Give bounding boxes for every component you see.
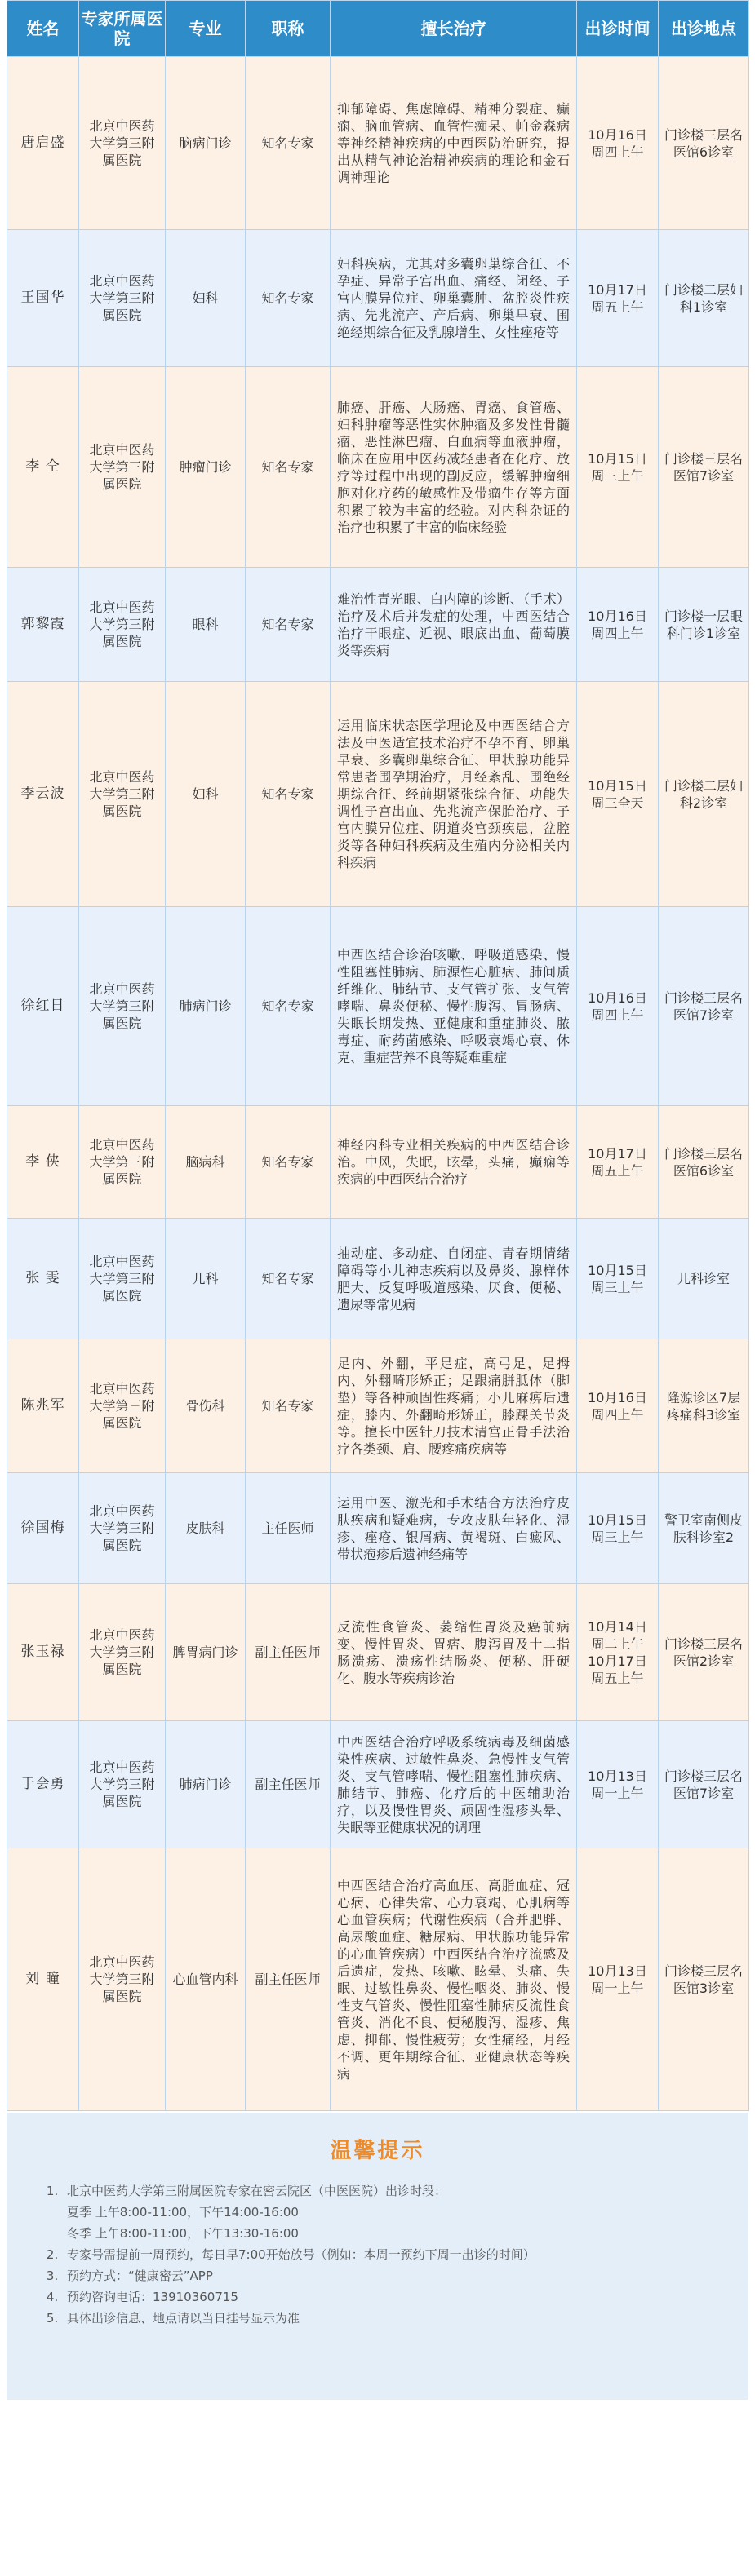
time-cell: 10月13日周一上午 [577,1721,659,1848]
header-specialty: 擅长治疗 [331,1,577,57]
header-place: 出诊地点 [659,1,749,57]
dept-cell: 皮肤科 [166,1473,246,1584]
title-cell: 知名专家 [246,57,331,230]
hospital-cell: 北京中医药大学第三附属医院 [79,57,166,230]
title-cell: 知名专家 [246,682,331,907]
tip-item [62,2308,714,2329]
dept-cell: 脾胃病门诊 [166,1584,246,1721]
tip-subline: 冬季 上午8:00-11:00，下午13:30-16:00 [67,2226,299,2241]
place-cell: 隆源诊区7层疼痛科3诊室 [659,1339,749,1473]
title-cell: 知名专家 [246,568,331,682]
table-row [7,1848,749,2111]
hospital-cell: 北京中医药大学第三附属医院 [79,1106,166,1219]
doctor-name: 于会勇 [7,1721,79,1848]
time-cell: 10月14日周二上午 10月17日周五上午 [577,1584,659,1721]
dept-cell: 心血管内科 [166,1848,246,2111]
place-cell: 门诊楼三层名医馆7诊室 [659,1721,749,1848]
hospital-cell: 北京中医药大学第三附属医院 [79,1473,166,1584]
place-cell: 门诊楼三层名医馆7诊室 [659,907,749,1106]
table-row [7,1106,749,1219]
table-row [7,682,749,907]
table-row [7,1339,749,1473]
header-row [7,1,749,57]
tips-panel [7,2113,748,2400]
header-title: 职称 [246,1,331,57]
time-cell: 10月16日周四上午 [577,907,659,1106]
place-cell: 门诊楼一层眼科门诊1诊室 [659,568,749,682]
title-cell: 主任医师 [246,1473,331,1584]
doctor-name: 李 仝 [7,367,79,568]
title-cell: 知名专家 [246,367,331,568]
doctor-name: 唐启盛 [7,57,79,230]
dept-cell: 妇科 [166,230,246,367]
dept-cell: 骨伤科 [166,1339,246,1473]
hospital-cell: 北京中医药大学第三附属医院 [79,367,166,568]
hospital-cell: 北京中医药大学第三附属医院 [79,568,166,682]
dept-cell: 妇科 [166,682,246,907]
tip-item [62,2286,714,2308]
dept-cell: 肿瘤门诊 [166,367,246,568]
tip-text: 预约方式：“健康密云”APP [67,2268,213,2283]
doctor-name: 徐国梅 [7,1473,79,1584]
title-cell: 副主任医师 [246,1721,331,1848]
time-cell: 10月15日周三上午 [577,1473,659,1584]
dept-cell: 肺病门诊 [166,907,246,1106]
dept-cell: 脑病科 [166,1106,246,1219]
specialty-cell: 运用中医、激光和手术结合方法治疗皮肤疾病和疑难病，专攻皮肤年轻化、湿疹、痤疮、银屑病、黄褐斑、白癜风、带状疱疹后遗神经痛等 [331,1473,577,1584]
tip-item [62,2265,714,2286]
table-row [7,907,749,1106]
dept-cell: 肺病门诊 [166,1721,246,1848]
specialty-cell: 抑郁障碍、焦虑障碍、精神分裂症、癫痫、脑血管病、血管性痴呆、帕金森病等神经精神疾病的中西医防治研究，提出从精气神论治精神疾病的理论和金石调神理论 [331,57,577,230]
specialty-cell: 肺癌、肝癌、大肠癌、胃癌、食管癌、妇科肿瘤等恶性实体肿瘤及多发性骨髓瘤、恶性淋巴瘤、白血病等血液肿瘤，临床在应用中医药减轻患者在化疗、放疗等过程中出现的副反应，缓解肿瘤细胞对化疗药的敏感性及带瘤生存等方面积累了较为丰富的经验。对内科杂证的治疗也积累了丰富的临床经验 [331,367,577,568]
specialty-cell: 妇科疾病，尤其对多囊卵巢综合征、不孕症、异常子宫出血、痛经、闭经、子宫内膜异位症、卵巢囊肿、盆腔炎性疾病、先兆流产、产后病、卵巢早衰、围绝经期综合征及乳腺增生、女性痤疮等 [331,230,577,367]
time-cell: 10月15日周三上午 [577,367,659,568]
place-cell: 门诊楼三层名医馆3诊室 [659,1848,749,2111]
place-cell: 门诊楼三层名医馆6诊室 [659,1106,749,1219]
table-row [7,367,749,568]
doctor-name: 李 侠 [7,1106,79,1219]
hospital-cell: 北京中医药大学第三附属医院 [79,1219,166,1339]
title-cell: 知名专家 [246,230,331,367]
tip-text: 预约咨询电话：13910360715 [67,2290,238,2304]
hospital-cell: 北京中医药大学第三附属医院 [79,907,166,1106]
table-row [7,57,749,230]
specialty-cell: 中西医结合诊治咳嗽、呼吸道感染、慢性阻塞性肺病、肺源性心脏病、肺间质纤维化、肺结节、支气管扩张、支气管哮喘、鼻炎便秘、慢性腹泻、胃肠病、失眠长期发热、亚健康和重症肺炎、脓毒症、耐药菌感染、呼吸衰竭心衰、休克、重症营养不良等疑难重症 [331,907,577,1106]
place-cell: 门诊楼二层妇科2诊室 [659,682,749,907]
hospital-cell: 北京中医药大学第三附属医院 [79,1339,166,1473]
doctor-name: 陈兆军 [7,1339,79,1473]
hospital-cell: 北京中医药大学第三附属医院 [79,1584,166,1721]
title-cell: 副主任医师 [246,1584,331,1721]
place-cell: 门诊楼二层妇科1诊室 [659,230,749,367]
doctor-name: 李云波 [7,682,79,907]
schedule-table [7,0,749,2111]
time-cell: 10月16日周四上午 [577,568,659,682]
specialty-cell: 足内、外翻，平足症，高弓足，足拇内、外翻畸形矫正；足跟痛胼胝体（脚垫）等各种顽固性疼痛；小儿麻痹后遗症，膝内、外翻畸形矫正，膝踝关节炎等。擅长中医针刀技术清宫正骨手法治疗各类颈、肩、腰疼痛疾病等 [331,1339,577,1473]
table-row [7,230,749,367]
hospital-cell: 北京中医药大学第三附属医院 [79,230,166,367]
title-cell: 知名专家 [246,1219,331,1339]
tip-text: 北京中医药大学第三附属医院专家在密云院区（中医医院）出诊时段： [67,2184,447,2198]
time-cell: 10月16日周四上午 [577,1339,659,1473]
specialty-cell: 中西医结合治疗呼吸系统病毒及细菌感染性疾病、过敏性鼻炎、急慢性支气管炎、支气管哮喘、慢性阻塞性肺疾病、肺结节、肺癌、化疗后的中医辅助治疗，以及慢性胃炎、顽固性湿疹头晕、失眠等亚健康状况的调理 [331,1721,577,1848]
time-cell: 10月15日周三全天 [577,682,659,907]
table-row [7,1584,749,1721]
time-cell: 10月15日周三上午 [577,1219,659,1339]
doctor-name: 王国华 [7,230,79,367]
table-row [7,1721,749,1848]
dept-cell: 眼科 [166,568,246,682]
place-cell: 门诊楼三层名医馆7诊室 [659,367,749,568]
specialty-cell: 运用临床状态医学理论及中西医结合方法及中医适宜技术治疗不孕不育、卵巢早衰、多囊卵巢综合征、甲状腺功能异常患者围孕期治疗，月经紊乱、围绝经期综合征、经前期紧张综合征、功能失调性子宫出血、先兆流产保胎治疗、子宫内膜异位症、阴道炎宫颈疾患，盆腔炎等各种妇科疾病及生殖内分泌相关内科疾病 [331,682,577,907]
doctor-name: 郭黎霞 [7,568,79,682]
hospital-cell: 北京中医药大学第三附属医院 [79,682,166,907]
doctor-name: 张 雯 [7,1219,79,1339]
table-row [7,568,749,682]
tip-text: 专家号需提前一周预约，每日早7:00开始放号（例如：本周一预约下周一出诊的时间） [67,2247,535,2262]
time-cell: 10月13日周一上午 [577,1848,659,2111]
table-row [7,1219,749,1339]
doctor-name: 张玉禄 [7,1584,79,1721]
header-time: 出诊时间 [577,1,659,57]
doctor-name: 刘 瞳 [7,1848,79,2111]
tips-title: 温馨提示 [330,2139,425,2163]
page [7,0,748,2400]
tip-item [62,2180,714,2244]
tip-item [62,2244,714,2265]
place-cell: 门诊楼三层名医馆2诊室 [659,1584,749,1721]
title-cell: 知名专家 [246,907,331,1106]
place-cell: 门诊楼三层名医馆6诊室 [659,57,749,230]
table-row [7,1473,749,1584]
specialty-cell: 抽动症、多动症、自闭症、青春期情绪障碍等小儿神志疾病以及鼻炎、腺样体肥大、反复呼吸道感染、厌食、便秘、遗尿等常见病 [331,1219,577,1339]
time-cell: 10月17日周五上午 [577,1106,659,1219]
specialty-cell: 中西医结合治疗高血压、高脂血症、冠心病、心律失常、心力衰竭、心肌病等心血管疾病；代谢性疾病（合并肥胖、高尿酸血症、糖尿病、甲状腺功能异常的心血管疾病）中西医结合治疗流感及后遗症，发热、咳嗽、眩晕、头痛、失眠、过敏性鼻炎、慢性咽炎、肺炎、慢性支气管炎、慢性阻塞性肺病反流性食管炎、消化不良、便秘腹泻、湿疹、焦虑、抑郁、慢性疲劳；女性痛经，月经不调、更年期综合征、亚健康状态等疾病 [331,1848,577,2111]
specialty-cell: 反流性食管炎、萎缩性胃炎及癌前病变、慢性胃炎、胃痞、腹泻胃及十二指肠溃疡、溃疡性结肠炎、便秘、肝硬化、腹水等疾病诊治 [331,1584,577,1721]
hospital-cell: 北京中医药大学第三附属医院 [79,1721,166,1848]
title-cell: 知名专家 [246,1339,331,1473]
place-cell: 儿科诊室 [659,1219,749,1339]
header-hospital: 专家所属医院 [79,1,166,57]
tip-subline: 夏季 上午8:00-11:00，下午14:00-16:00 [67,2205,299,2220]
specialty-cell: 难治性青光眼、白内障的诊断、（手术）治疗及术后并发症的处理，中西医结合治疗干眼症、近视、眼底出血、葡萄膜炎等疾病 [331,568,577,682]
tips-list [41,2180,714,2329]
hospital-cell: 北京中医药大学第三附属医院 [79,1848,166,2111]
dept-cell: 儿科 [166,1219,246,1339]
title-cell: 知名专家 [246,1106,331,1219]
doctor-name: 徐红日 [7,907,79,1106]
dept-cell: 脑病门诊 [166,57,246,230]
header-name: 姓名 [7,1,79,57]
specialty-cell: 神经内科专业相关疾病的中西医结合诊治。中风，失眠，眩晕，头痛，癫痫等疾病的中西医结合治疗 [331,1106,577,1219]
tip-text: 具体出诊信息、地点请以当日挂号显示为准 [67,2311,300,2326]
header-dept: 专业 [166,1,246,57]
time-cell: 10月16日周四上午 [577,57,659,230]
title-cell: 副主任医师 [246,1848,331,2111]
time-cell: 10月17日周五上午 [577,230,659,367]
place-cell: 警卫室南侧皮肤科诊室2 [659,1473,749,1584]
